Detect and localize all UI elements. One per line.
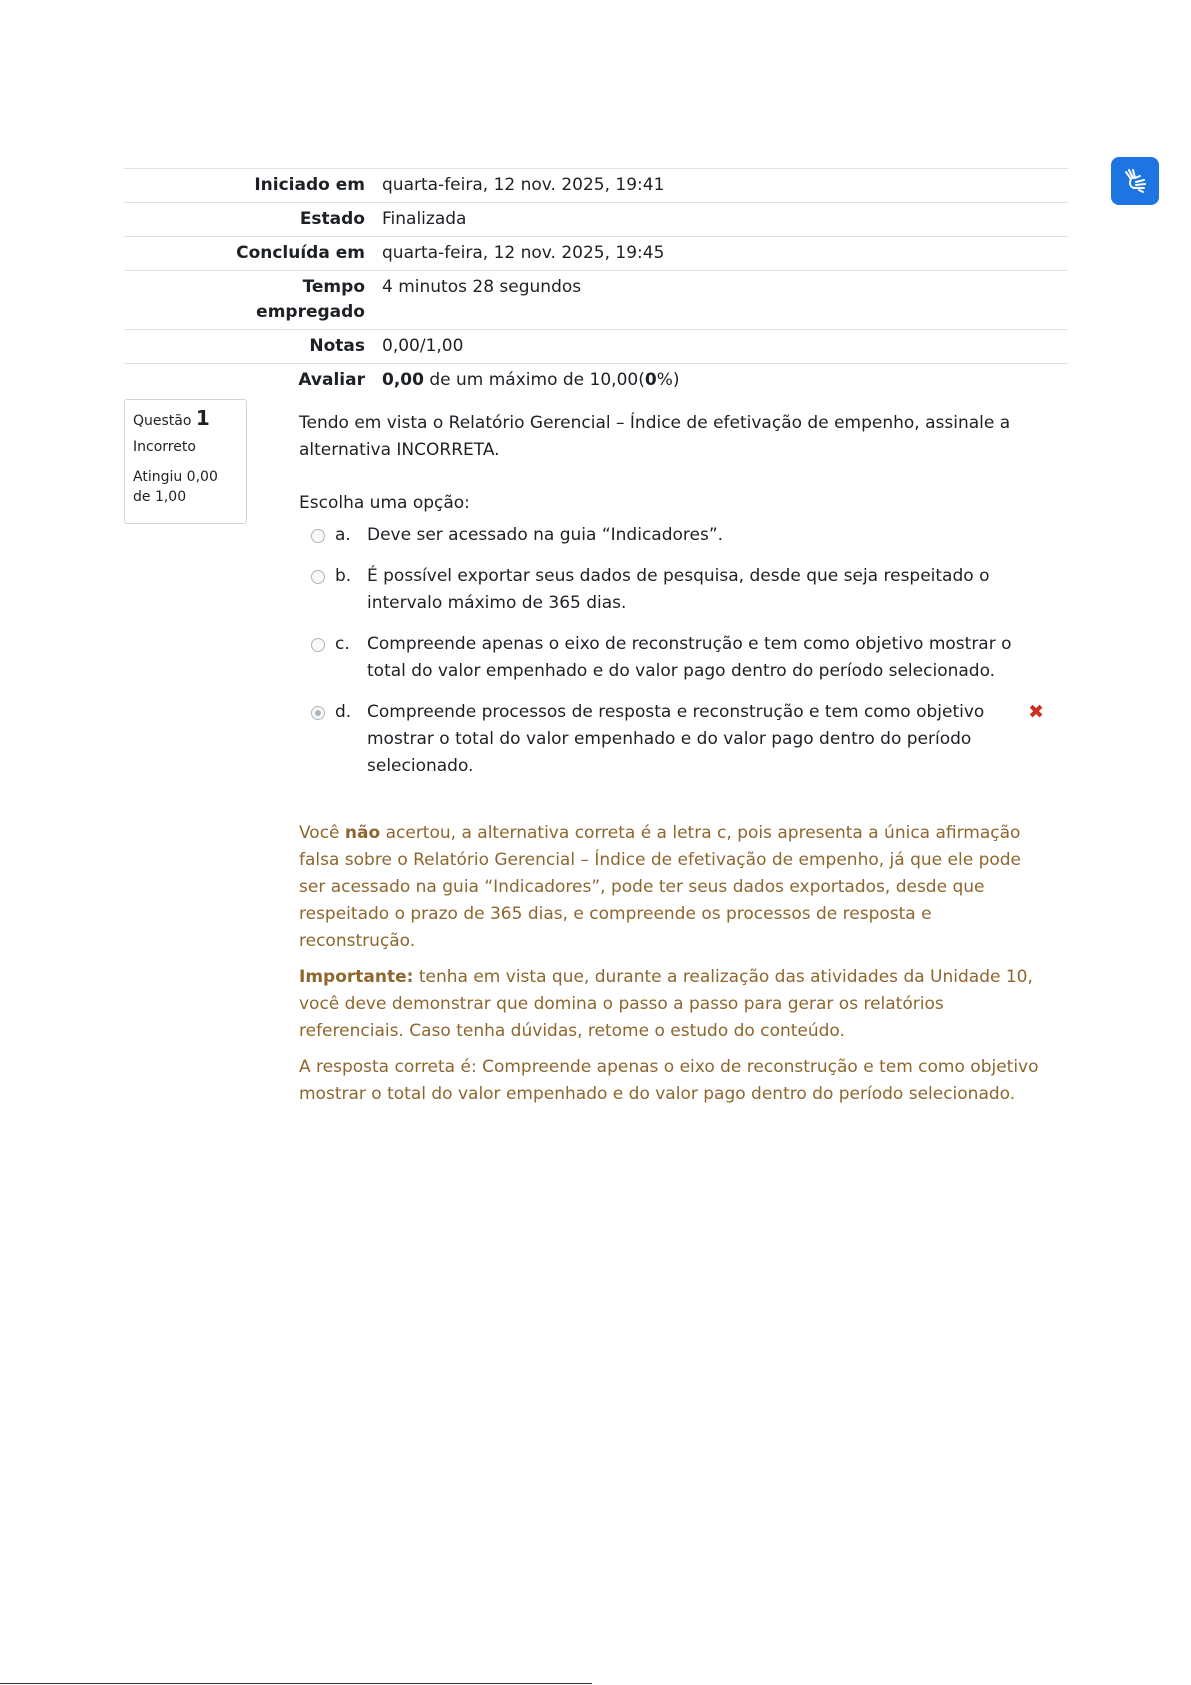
answer-list	[311, 522, 1044, 780]
answer-option-a[interactable]	[311, 522, 1044, 549]
summary-row-time-taken	[124, 271, 1068, 330]
summary-label: Avaliar	[298, 370, 365, 390]
general-feedback: Você não acertou, a alternativa correta é a letra c, pois apresenta a única afirmação falsa sobre o Relatório Gerencial – Índice de efetivação de empenho, já que ele pode ser acessado na guia “Indicadores”, pode ter seus dados exportados, desde que respeitado o prazo de 365 dias, e compreende os processos de resposta e reconstrução.	[299, 823, 1022, 951]
radio-button[interactable]	[311, 529, 325, 543]
radio-button[interactable]	[311, 570, 325, 584]
footer-divider	[0, 1683, 592, 1684]
summary-label: Iniciado em	[254, 175, 365, 195]
summary-row-marks	[124, 330, 1068, 364]
summary-label: Tempo empregado	[256, 277, 365, 322]
answer-text: É possível exportar seus dados de pesquisa, desde que seja respeitado o intervalo máximo de 365 dias.	[367, 566, 990, 613]
incorrect-x-icon: ✖	[1028, 701, 1044, 723]
important-note: Importante: tenha em vista que, durante a realização das atividades da Unidade 10, você deve demonstrar que domina o passo a passo para gerar os relatórios referenciais. Caso tenha dúvidas, retome o estudo do conteúdo.	[299, 967, 1033, 1041]
summary-row-grade	[124, 364, 1068, 398]
question-number	[133, 408, 238, 431]
answer-text: Compreende processos de resposta e reconstrução e tem como objetivo mostrar o total do valor empenhado e do valor pago dentro do período selecionado.	[367, 702, 985, 776]
summary-value: quarta-feira, 12 nov. 2025, 19:45	[382, 243, 665, 263]
grade-score: 0,00	[382, 370, 424, 390]
summary-row-state	[124, 203, 1068, 237]
answer-text: Compreende apenas o eixo de reconstrução e tem como objetivo mostrar o total do valor empenhado e do valor pago dentro do período selecionado.	[367, 634, 1012, 681]
grade-suffix: %)	[656, 370, 680, 390]
question-prefix: Questão	[133, 413, 192, 429]
summary-value: Finalizada	[382, 209, 467, 229]
radio-button-selected[interactable]	[311, 706, 325, 720]
grade-percent: 0	[644, 370, 657, 390]
attempt-summary-table	[124, 168, 1068, 397]
summary-value: 0,00/1,00	[382, 336, 464, 356]
summary-row-started	[124, 169, 1068, 203]
answer-letter: c.	[335, 634, 350, 654]
answer-option-c[interactable]	[311, 631, 1044, 685]
summary-value: 4 minutos 28 segundos	[382, 277, 582, 297]
feedback-block	[299, 820, 1044, 1117]
answer-text: Deve ser acessado na guia “Indicadores”.	[367, 525, 724, 545]
question-number-value: 1	[195, 406, 210, 430]
summary-label: Estado	[299, 209, 365, 229]
question-mark: Atingiu 0,00 de 1,00	[133, 469, 218, 505]
answer-prompt: Escolha uma opção:	[299, 493, 470, 513]
right-answer: A resposta correta é: Compreende apenas o eixo de reconstrução e tem como objetivo mostrar o total do valor empenhado e do valor pago dentro do período selecionado.	[299, 1057, 1039, 1104]
answer-option-d[interactable]	[311, 699, 1044, 780]
question-text: Tendo em vista o Relatório Gerencial – Índice de efetivação de empenho, assinale a alternativa INCORRETA.	[299, 413, 1011, 460]
grade-middle: de um máximo de 10,00(	[423, 370, 645, 390]
accessibility-button[interactable]	[1111, 157, 1159, 205]
question-content	[299, 410, 1044, 794]
question-info-box	[124, 399, 247, 524]
question-state: Incorreto	[133, 439, 196, 455]
summary-label: Concluída em	[236, 243, 365, 263]
answer-letter: a.	[335, 525, 351, 545]
summary-value: quarta-feira, 12 nov. 2025, 19:41	[382, 175, 665, 195]
summary-row-completed	[124, 237, 1068, 271]
answer-option-b[interactable]	[311, 563, 1044, 617]
summary-label: Notas	[309, 336, 365, 356]
answer-letter: d.	[335, 702, 352, 722]
radio-button[interactable]	[311, 638, 325, 652]
answer-letter: b.	[335, 566, 352, 586]
grade-value	[365, 364, 1068, 398]
sign-language-hands-icon	[1120, 166, 1150, 196]
